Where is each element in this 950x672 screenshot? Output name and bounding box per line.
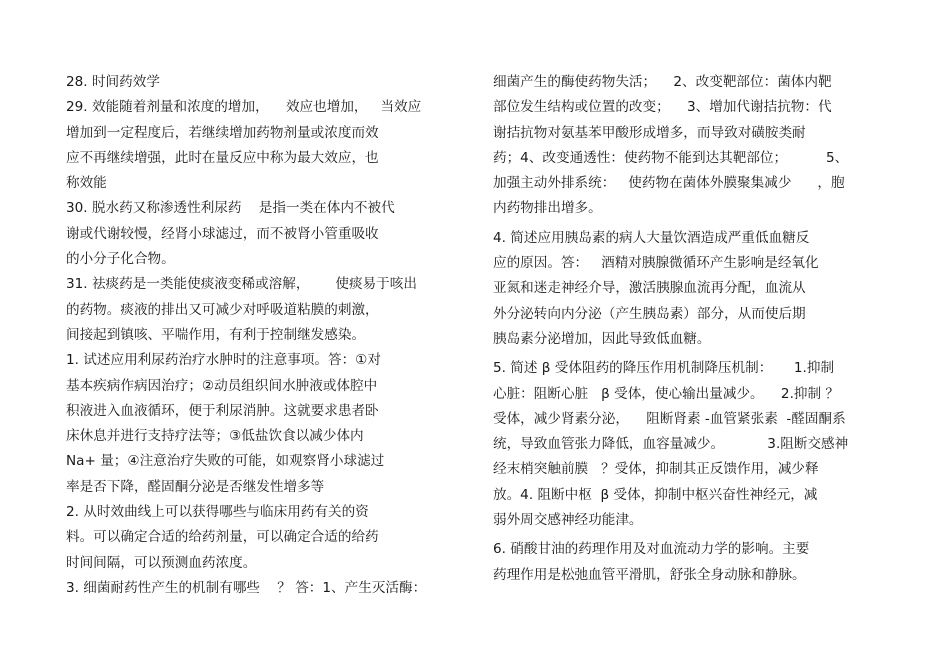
text-line: 的药物。痰液的排出又可减少对呼吸道粘膜的刺激， bbox=[66, 301, 379, 318]
text-line: 1. 试述应用利尿药治疗水肿时的注意事项。答：①对 bbox=[66, 352, 381, 369]
text-line: 30. 脱水药又称渗透性利尿药 是指一类在体内不被代 bbox=[66, 200, 395, 217]
text-line: 31. 祛痰药是一类能使痰液变稀或溶解， 使痰易于咳出 bbox=[66, 276, 417, 293]
text-line: 谢或代谢较慢，经肾小球滤过，而不被肾小管重吸收 bbox=[66, 225, 379, 242]
text-line: 受体，减少肾素分泌， 阻断肾素 -血管紧张素 -醛固酮系 bbox=[493, 410, 846, 427]
text-line: 胰岛素分泌增加，因此导致低血糖。 bbox=[493, 330, 711, 347]
text-line: 床休息并进行支持疗法等；③低盐饮食以减少体内 bbox=[66, 428, 364, 445]
text-line: 28. 时间药效学 bbox=[66, 74, 160, 90]
right-text-column bbox=[493, 70, 893, 588]
text-line: 内药物排出增多。 bbox=[493, 200, 602, 217]
text-line: 统，导致血管张力降低，血容量减少。 3.阻断交感神 bbox=[493, 436, 849, 453]
text-line: Na+ 量；④注意治疗失败的可能，如观察肾小球滤过 bbox=[66, 453, 385, 470]
text-line: 称效能 bbox=[66, 175, 107, 192]
text-line: 积液进入血液循环，便于利尿消肿。这就要求患者卧 bbox=[66, 402, 379, 419]
text-line: 时间间隔，可以预测血药浓度。 bbox=[66, 554, 257, 571]
text-line: 增加到一定程度后，若继续增加药物剂量或浓度而效 bbox=[66, 124, 379, 141]
text-line: 应的原因。答： 酒精对胰腺微循环产生影响是经氧化 bbox=[493, 255, 819, 272]
text-line: 部位发生结构或位置的改变； 3、增加代谢拮抗物：代 bbox=[493, 99, 832, 116]
text-line: 5. 简述 β 受体阻药的降压作用机制降压机制： 1.抑制 bbox=[493, 360, 835, 377]
text-line: 6. 硝酸甘油的药理作用及对血流动力学的影响。主要 bbox=[493, 541, 810, 558]
text-line: 谢拮抗物对氨基苯甲酸形成增多，而导致对磺胺类耐 bbox=[493, 124, 806, 141]
text-line: 弱外周交感神经功能津。 bbox=[493, 512, 643, 529]
text-line: 经末梢突触前膜 ？受体，抑制其正反馈作用，减少释 bbox=[493, 461, 819, 478]
left-text-column bbox=[66, 70, 466, 601]
text-line: 加强主动外排系统： 使药物在菌体外膜聚集减少 ，胞 bbox=[493, 175, 845, 192]
text-line: 药；4、改变通透性：使药物不能到达其靶部位； 5、 bbox=[493, 149, 849, 166]
text-line: 3. 细菌耐药性产生的机制有哪些 ？ 答：1、产生灭活酶： bbox=[66, 579, 427, 596]
text-line: 放。4. 阻断中枢 β 受体，抑制中枢兴奋性神经元，减 bbox=[493, 486, 818, 503]
text-line: 亚氮和迷走神经介导，激活胰腺血流再分配，血流从 bbox=[493, 280, 806, 297]
text-line: 的小分子化合物。 bbox=[66, 251, 175, 268]
text-line: 4. 简述应用胰岛素的病人大量饮酒造成严重低血糖反 bbox=[493, 229, 810, 246]
text-line: 心脏：阻断心脏 β 受体，使心输出量减少。 2.抑制 ？ bbox=[493, 385, 840, 402]
text-line: 基本疾病作病因治疗；②动员组织间水肿液或体腔中 bbox=[66, 377, 378, 394]
text-line: 外分泌转向内分泌（产生胰岛素）部分，从而使后期 bbox=[493, 305, 806, 322]
text-line: 29. 效能随着剂量和浓度的增加， 效应也增加， 当效应 bbox=[66, 99, 422, 116]
text-line: 间接起到镇咳、平喘作用，有利于控制继发感染。 bbox=[66, 326, 366, 343]
text-line: 料。可以确定合适的给药剂量，可以确定合适的给药 bbox=[66, 529, 379, 546]
text-line: 药理作用是松弛血管平滑肌，舒张全身动脉和静脉。 bbox=[493, 566, 806, 583]
text-line: 细菌产生的酶使药物失活； 2、改变靶部位：菌体内靶 bbox=[493, 74, 832, 90]
text-line: 2. 从时效曲线上可以获得哪些与临床用药有关的资 bbox=[66, 504, 369, 521]
text-line: 应不再继续增强，此时在量反应中称为最大效应，也 bbox=[66, 149, 379, 166]
text-line: 率是否下降，醛固酮分泌是否继发性增多等 bbox=[66, 478, 325, 495]
